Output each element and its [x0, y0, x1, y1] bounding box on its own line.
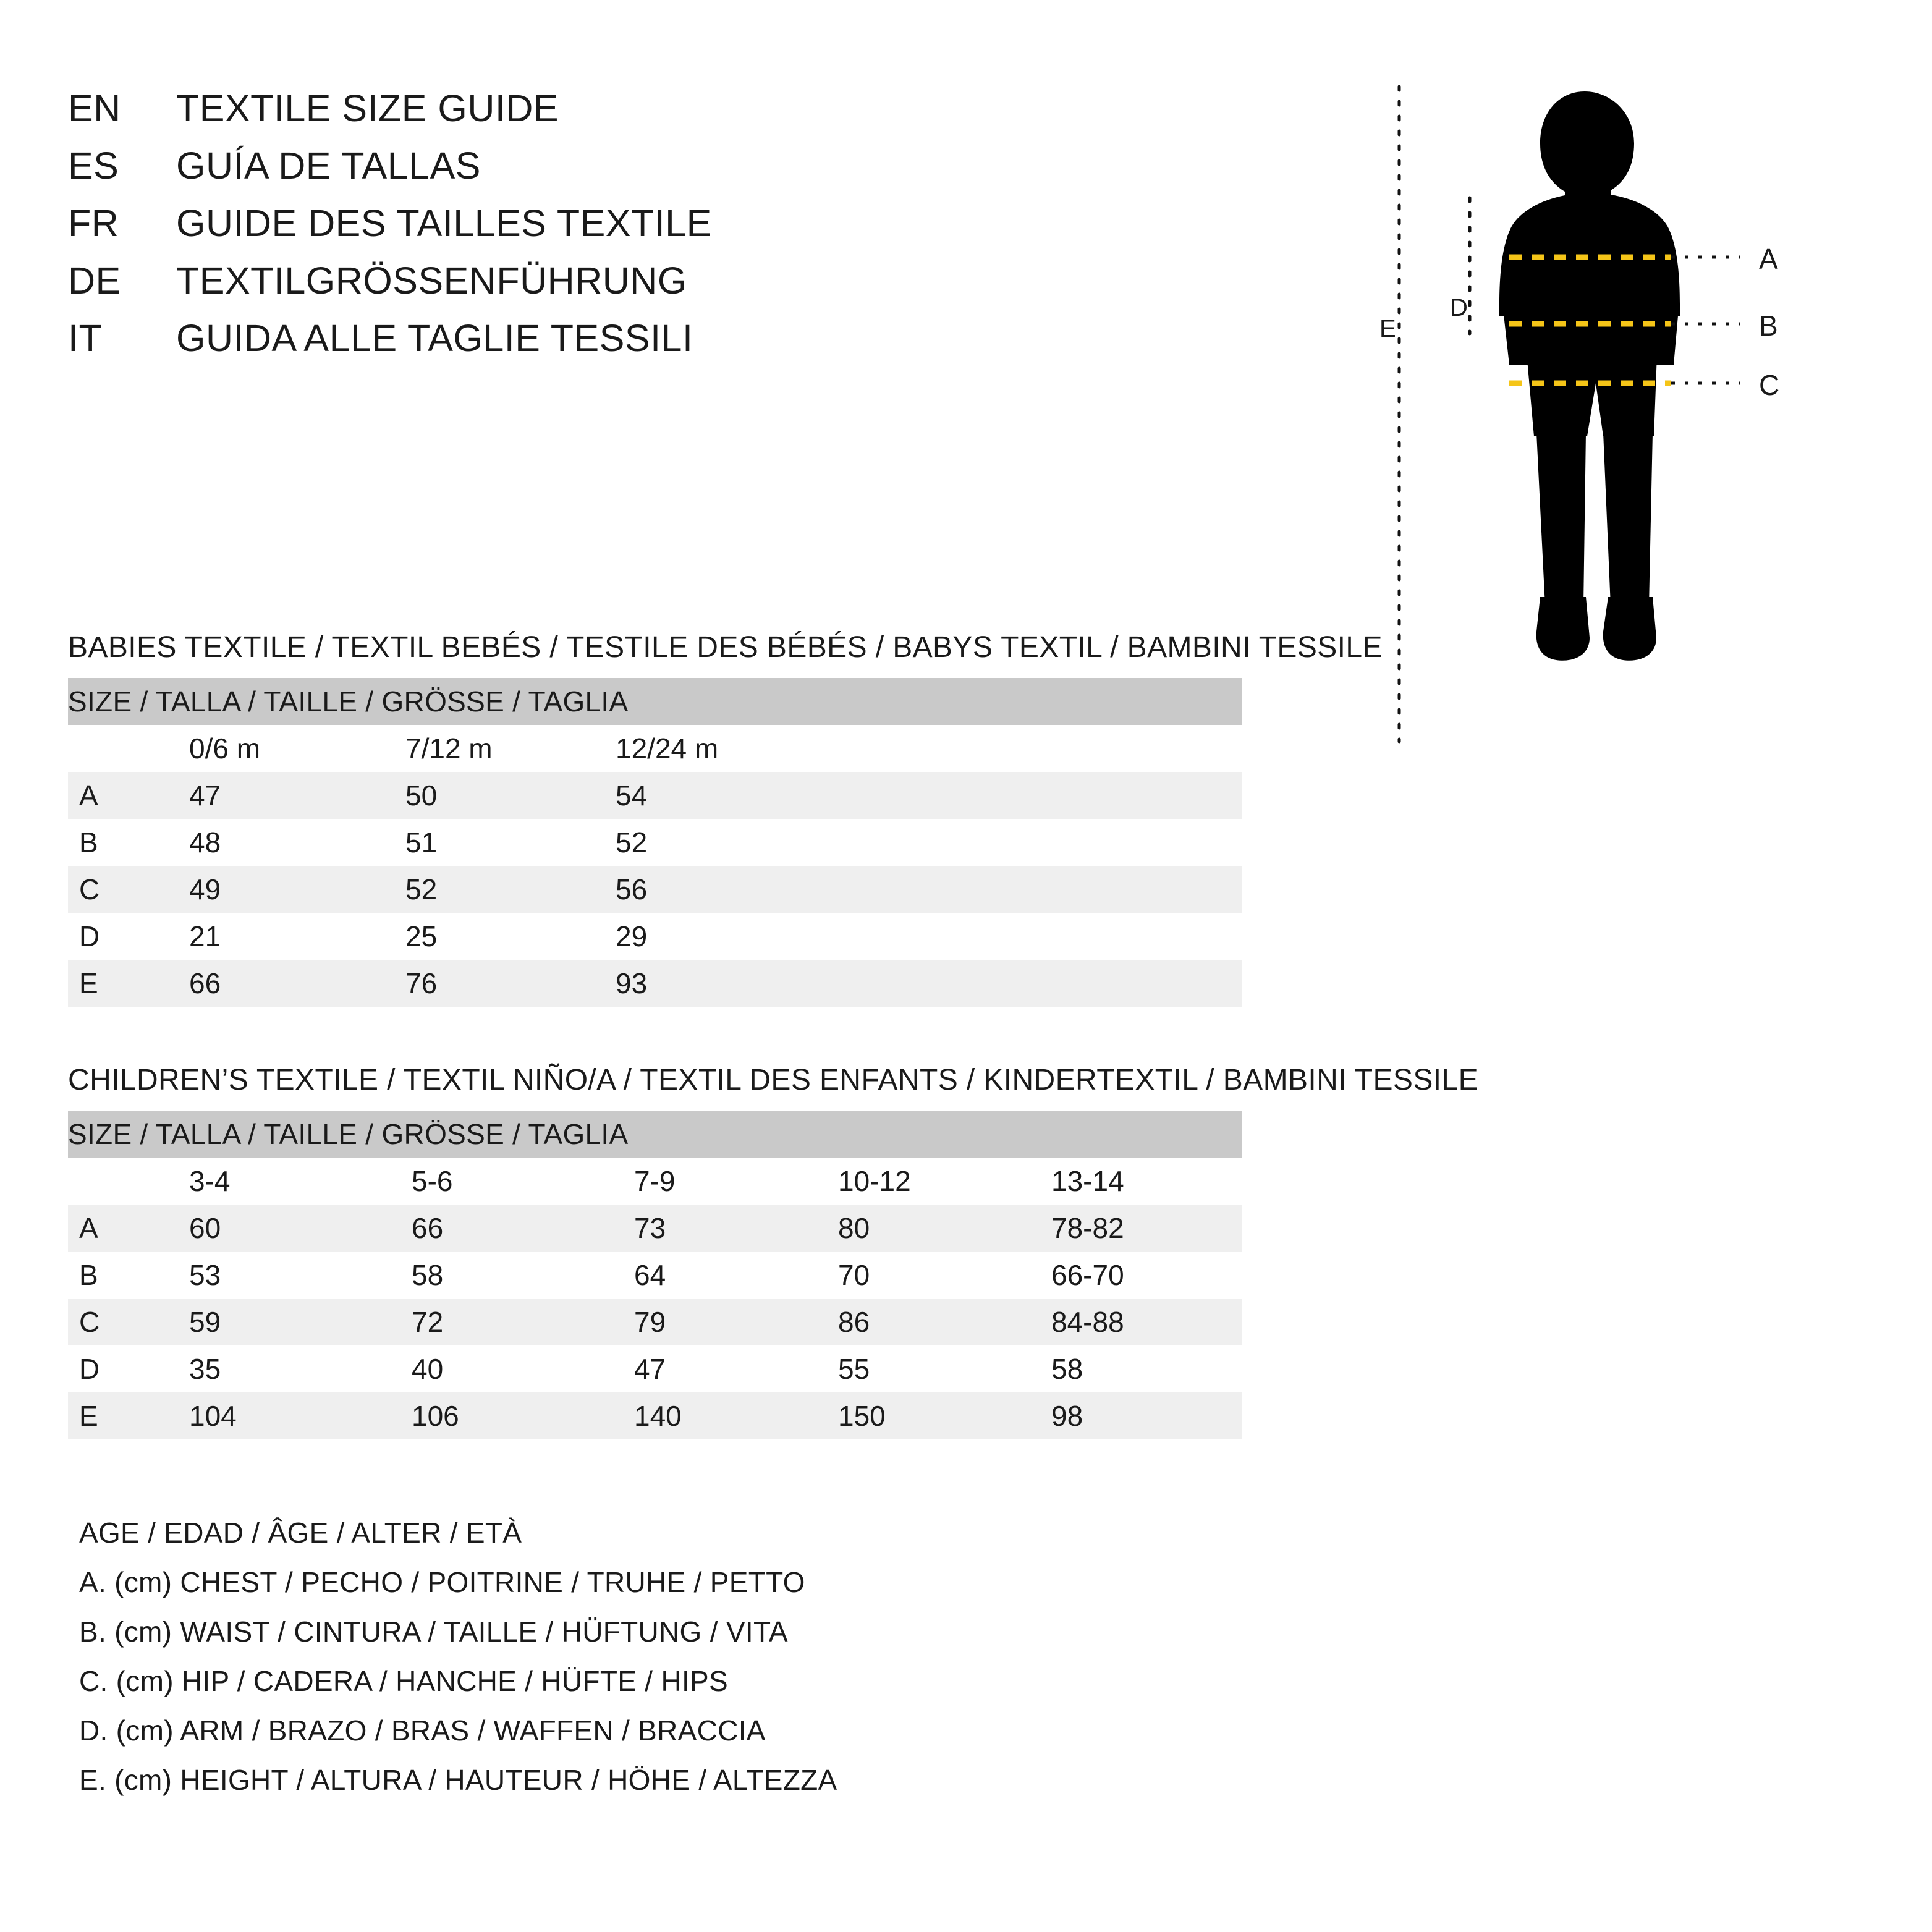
- babies-d-2: 29: [606, 913, 1242, 960]
- legend-item-height: E. (cm) HEIGHT / ALTURA / HAUTEUR / HÖHE / ALTEZZA: [79, 1764, 837, 1796]
- children-d-0: 35: [179, 1345, 402, 1392]
- children-e-2: 140: [624, 1392, 828, 1439]
- babies-b-1: 51: [396, 819, 606, 866]
- children-row-label-b: B: [68, 1252, 179, 1299]
- table-row: [68, 1299, 1242, 1345]
- children-a-4: 78-82: [1041, 1205, 1242, 1252]
- children-col-1: 5-6: [402, 1158, 624, 1205]
- babies-col-1: 7/12 m: [396, 725, 606, 772]
- figure-label-e: E: [1379, 315, 1396, 342]
- children-c-2: 79: [624, 1299, 828, 1345]
- babies-corner-cell: [68, 725, 179, 772]
- children-b-4: 66-70: [1041, 1252, 1242, 1299]
- language-code-de: DE: [68, 260, 121, 302]
- table-row: [68, 819, 1242, 866]
- figure-label-c: C: [1759, 369, 1780, 401]
- babies-size-table: [68, 678, 1242, 1007]
- babies-row-label-e: E: [68, 960, 179, 1007]
- children-row-label-d: D: [68, 1345, 179, 1392]
- children-row-label-c: C: [68, 1299, 179, 1345]
- figure-label-b: B: [1759, 310, 1778, 342]
- children-section-title: CHILDREN’S TEXTILE / TEXTIL NIÑO/A / TEXTIL DES ENFANTS / KINDERTEXTIL / BAMBINI TESSILE: [68, 1064, 1479, 1096]
- measurement-figure: [1379, 74, 1858, 766]
- legend-item-chest: A. (cm) CHEST / PECHO / POITRINE / TRUHE / PETTO: [79, 1566, 805, 1598]
- legend-section: [68, 1508, 837, 1805]
- legend-item-waist: B. (cm) WAIST / CINTURA / TAILLE / HÜFTUNG / VITA: [79, 1616, 788, 1648]
- children-d-1: 40: [402, 1345, 624, 1392]
- children-b-0: 53: [179, 1252, 402, 1299]
- children-row-label-a: A: [68, 1205, 179, 1252]
- children-b-2: 64: [624, 1252, 828, 1299]
- figure-label-d: D: [1450, 294, 1468, 321]
- table-row: [68, 866, 1242, 913]
- children-size-table: [68, 1111, 1242, 1439]
- children-band-label: SIZE / TALLA / TAILLE / GRÖSSE / TAGLIA: [68, 1111, 1242, 1158]
- children-col-4: 13-14: [1041, 1158, 1242, 1205]
- children-a-2: 73: [624, 1205, 828, 1252]
- children-c-4: 84-88: [1041, 1299, 1242, 1345]
- babies-e-0: 66: [179, 960, 396, 1007]
- children-e-4: 98: [1041, 1392, 1242, 1439]
- babies-col-0: 0/6 m: [179, 725, 396, 772]
- children-col-3: 10-12: [828, 1158, 1041, 1205]
- children-column-header-row: [68, 1158, 1242, 1205]
- babies-row-label-d: D: [68, 913, 179, 960]
- babies-row-label-a: A: [68, 772, 179, 819]
- babies-c-2: 56: [606, 866, 1242, 913]
- figure-label-a: A: [1759, 243, 1778, 275]
- children-a-3: 80: [828, 1205, 1041, 1252]
- children-col-0: 3-4: [179, 1158, 402, 1205]
- table-row: [68, 913, 1242, 960]
- children-c-0: 59: [179, 1299, 402, 1345]
- children-band-row: [68, 1111, 1242, 1158]
- children-c-1: 72: [402, 1299, 624, 1345]
- babies-c-0: 49: [179, 866, 396, 913]
- legend-item-hip: C. (cm) HIP / CADERA / HANCHE / HÜFTE / HIPS: [79, 1665, 729, 1697]
- babies-row-label-c: C: [68, 866, 179, 913]
- children-b-3: 70: [828, 1252, 1041, 1299]
- babies-e-2: 93: [606, 960, 1242, 1007]
- children-section: [68, 1063, 1478, 1439]
- language-title-en: TEXTILE SIZE GUIDE: [176, 87, 559, 129]
- children-corner-cell: [68, 1158, 179, 1205]
- language-title-es: GUÍA DE TALLAS: [176, 145, 481, 187]
- language-row-de: [68, 259, 712, 316]
- table-row: [68, 1252, 1242, 1299]
- language-title-fr: GUIDE DES TAILLES TEXTILE: [176, 202, 712, 244]
- table-row: [68, 1205, 1242, 1252]
- table-row: [68, 960, 1242, 1007]
- children-col-2: 7-9: [624, 1158, 828, 1205]
- babies-a-1: 50: [396, 772, 606, 819]
- language-row-es: [68, 144, 712, 201]
- babies-e-1: 76: [396, 960, 606, 1007]
- language-title-de: TEXTILGRÖSSENFÜHRUNG: [176, 260, 687, 302]
- table-row: [68, 1345, 1242, 1392]
- language-row-en: [68, 87, 712, 144]
- children-a-1: 66: [402, 1205, 624, 1252]
- table-row: [68, 1392, 1242, 1439]
- children-e-1: 106: [402, 1392, 624, 1439]
- babies-row-label-b: B: [68, 819, 179, 866]
- children-b-1: 58: [402, 1252, 624, 1299]
- babies-b-0: 48: [179, 819, 396, 866]
- children-row-label-e: E: [68, 1392, 179, 1439]
- language-title-it: GUIDA ALLE TAGLIE TESSILI: [176, 317, 693, 359]
- child-silhouette: [1499, 91, 1680, 661]
- language-code-fr: FR: [68, 202, 119, 244]
- babies-d-0: 21: [179, 913, 396, 960]
- babies-band-row: [68, 678, 1242, 725]
- language-code-en: EN: [68, 87, 121, 129]
- babies-b-2: 52: [606, 819, 1242, 866]
- language-row-fr: [68, 201, 712, 259]
- language-header-list: [68, 87, 712, 374]
- babies-col-2: 12/24 m: [606, 725, 1242, 772]
- babies-d-1: 25: [396, 913, 606, 960]
- babies-band-label: SIZE / TALLA / TAILLE / GRÖSSE / TAGLIA: [68, 678, 1242, 725]
- children-e-0: 104: [179, 1392, 402, 1439]
- babies-c-1: 52: [396, 866, 606, 913]
- language-row-it: [68, 316, 712, 374]
- legend-heading: AGE / EDAD / ÂGE / ALTER / ETÀ: [79, 1517, 522, 1549]
- children-d-3: 55: [828, 1345, 1041, 1392]
- table-row: [68, 772, 1242, 819]
- children-c-3: 86: [828, 1299, 1041, 1345]
- babies-column-header-row: [68, 725, 1242, 772]
- babies-section: [68, 630, 1383, 1007]
- children-d-4: 58: [1041, 1345, 1242, 1392]
- babies-a-2: 54: [606, 772, 1242, 819]
- children-a-0: 60: [179, 1205, 402, 1252]
- language-code-es: ES: [68, 145, 119, 187]
- legend-item-arm: D. (cm) ARM / BRAZO / BRAS / WAFFEN / BRACCIA: [79, 1714, 766, 1747]
- language-code-it: IT: [68, 317, 103, 359]
- babies-a-0: 47: [179, 772, 396, 819]
- babies-section-title: BABIES TEXTILE / TEXTIL BEBÉS / TESTILE DES BÉBÉS / BABYS TEXTIL / BAMBINI TESSILE: [68, 631, 1383, 664]
- children-d-2: 47: [624, 1345, 828, 1392]
- children-e-3: 150: [828, 1392, 1041, 1439]
